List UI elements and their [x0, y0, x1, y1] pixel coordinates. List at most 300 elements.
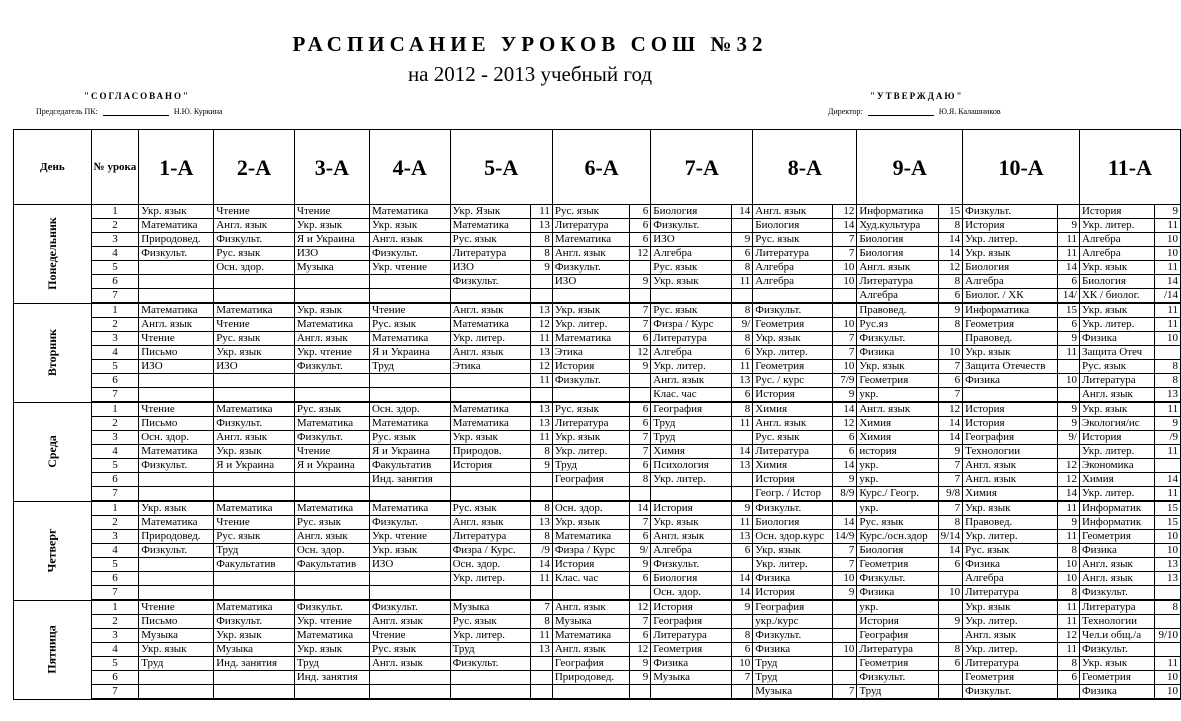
subject-cell: Рус. язык [552, 205, 629, 219]
subject-cell: Математика [139, 516, 214, 530]
room-cell: 8 [531, 233, 552, 247]
table-row [14, 685, 1181, 700]
subject-cell: укр. [857, 473, 938, 487]
subject-cell: Экономика [1079, 459, 1154, 473]
room-cell [531, 685, 552, 700]
room-cell: 8 [731, 332, 752, 346]
subject-cell: Укр. язык [552, 431, 629, 445]
subject-cell: Литература [651, 332, 732, 346]
subject-cell: Биолог. / ХК [963, 289, 1058, 304]
subject-cell: Труд [552, 459, 629, 473]
subject-cell: Алгебра [651, 544, 732, 558]
room-cell: 6 [629, 402, 650, 417]
room-cell: 11 [1155, 303, 1181, 318]
subject-cell: Физкульт. [651, 219, 732, 233]
room-cell: 13 [731, 374, 752, 388]
subject-cell: Математика [214, 303, 295, 318]
approval-right-line [828, 107, 1001, 116]
subject-cell: Чтение [294, 445, 369, 459]
subject-cell: Музыка [450, 600, 531, 615]
subject-cell: Труд [139, 657, 214, 671]
lesson-number: 3 [91, 530, 139, 544]
subject-cell: Биология [857, 247, 938, 261]
subject-cell: История [450, 459, 531, 473]
day-label [14, 402, 92, 501]
table-row [14, 657, 1181, 671]
room-cell [832, 600, 857, 615]
room-cell: 10 [1155, 685, 1181, 700]
day-label [14, 303, 92, 402]
room-cell: 15 [1155, 516, 1181, 530]
subject-cell: Математика [552, 629, 629, 643]
subject-cell: Физкульт. [294, 600, 369, 615]
subject-cell [139, 586, 214, 601]
subject-cell: Физра / Курс. [450, 544, 531, 558]
subject-cell: Укр. язык [1079, 261, 1154, 275]
subject-cell [552, 487, 629, 502]
subject-cell: История [753, 388, 832, 403]
subject-cell: Геометрия [857, 558, 938, 572]
room-cell [629, 388, 650, 403]
subject-cell: Физкульт. [214, 233, 295, 247]
subject-cell: Физика [1079, 685, 1154, 700]
subject-cell: География [651, 615, 732, 629]
room-cell [731, 685, 752, 700]
column-header-class: 9-А [857, 130, 963, 205]
room-cell: 12 [629, 247, 650, 261]
room-cell: 13 [531, 643, 552, 657]
subject-cell: Литература [963, 657, 1058, 671]
subject-cell: Англ. язык [214, 431, 295, 445]
subject-cell: Укр. литер. [651, 360, 732, 374]
subject-cell: Чтение [214, 205, 295, 219]
subject-cell: Химия [753, 402, 832, 417]
subject-cell: Рус. язык [294, 516, 369, 530]
subject-cell: Физика [963, 374, 1058, 388]
subject-cell: Инд. занятия [369, 473, 450, 487]
subject-cell: Литература [1079, 374, 1154, 388]
subject-cell: Алгебра [753, 275, 832, 289]
subject-cell: Геогр. / Истор [753, 487, 832, 502]
room-cell: 9 [629, 275, 650, 289]
approval-right-name: Ю.Я. Калашников [938, 107, 1001, 116]
subject-cell: Математика [139, 219, 214, 233]
subject-cell: Математика [294, 318, 369, 332]
room-cell: 9/ [731, 318, 752, 332]
room-cell: 7 [629, 431, 650, 445]
column-header-class: 4-А [369, 130, 450, 205]
subject-cell [552, 685, 629, 700]
room-cell: 6 [629, 219, 650, 233]
room-cell [1058, 205, 1080, 219]
room-cell: 10 [1155, 544, 1181, 558]
room-cell: 8/9 [832, 487, 857, 502]
room-cell: 8 [1155, 374, 1181, 388]
page-subtitle: на 2012 - 2013 учебный год [407, 62, 653, 86]
subject-cell: Музыка [753, 685, 832, 700]
subject-cell: Письмо [139, 417, 214, 431]
subject-cell: Я и Украина [369, 346, 450, 360]
room-cell: 7 [629, 516, 650, 530]
subject-cell: Рус. язык [552, 402, 629, 417]
room-cell: 6 [629, 332, 650, 346]
subject-cell: Математика [139, 303, 214, 318]
subject-cell: Укр. язык [1079, 402, 1154, 417]
room-cell: 12 [832, 417, 857, 431]
room-cell: 12 [832, 205, 857, 219]
room-cell [731, 473, 752, 487]
subject-cell: Рус. язык [214, 332, 295, 346]
subject-cell: Укр. язык [552, 303, 629, 318]
subject-cell: Алгебра [857, 289, 938, 304]
room-cell: 14 [938, 431, 963, 445]
subject-cell: Англ. язык [450, 516, 531, 530]
room-cell: 11 [1155, 657, 1181, 671]
subject-cell: Литература [857, 275, 938, 289]
room-cell: 7 [629, 445, 650, 459]
subject-cell: Геометрия [1079, 530, 1154, 544]
lesson-number: 3 [91, 233, 139, 247]
subject-cell: Факультатив [214, 558, 295, 572]
subject-cell: Физкульт. [214, 615, 295, 629]
subject-cell: Физкульт. [139, 544, 214, 558]
subject-cell: Чтение [369, 629, 450, 643]
subject-cell: Физика [857, 586, 938, 601]
day-name: Четверг [44, 528, 59, 573]
subject-cell: Геометрия [963, 671, 1058, 685]
room-cell [938, 685, 963, 700]
subject-cell: История [552, 360, 629, 374]
table-row [14, 671, 1181, 685]
subject-cell: Рус. язык [369, 643, 450, 657]
subject-cell: Англ. язык [552, 600, 629, 615]
subject-cell: Укр. язык [369, 544, 450, 558]
subject-cell: История [963, 417, 1058, 431]
subject-cell: Осн. здор. [139, 431, 214, 445]
room-cell: 6 [629, 233, 650, 247]
table-row [14, 219, 1181, 233]
subject-cell: История [963, 219, 1058, 233]
subject-cell [369, 289, 450, 304]
subject-cell: Укр. литер. [450, 572, 531, 586]
table-row [14, 558, 1181, 572]
room-cell: 8 [938, 275, 963, 289]
table-row [14, 374, 1181, 388]
room-cell: 14 [1155, 473, 1181, 487]
subject-cell: Правовед. [963, 332, 1058, 346]
subject-cell: Математика [369, 417, 450, 431]
subject-cell: Физика [963, 558, 1058, 572]
lesson-number: 3 [91, 629, 139, 643]
room-cell: 10 [938, 346, 963, 360]
room-cell: 8 [1058, 586, 1080, 601]
table-row [14, 261, 1181, 275]
subject-cell: География [552, 473, 629, 487]
lesson-number: 5 [91, 657, 139, 671]
subject-cell: Химия [651, 445, 732, 459]
room-cell [629, 289, 650, 304]
room-cell: 11 [1058, 501, 1080, 516]
subject-cell: Укр. литер. [552, 318, 629, 332]
table-row [14, 600, 1181, 615]
room-cell [629, 487, 650, 502]
subject-cell [450, 374, 531, 388]
room-cell: 8 [938, 643, 963, 657]
subject-cell: Рус. язык [753, 431, 832, 445]
room-cell [938, 600, 963, 615]
room-cell [731, 615, 752, 629]
room-cell: 11 [1155, 402, 1181, 417]
subject-cell [294, 586, 369, 601]
subject-cell [651, 289, 732, 304]
room-cell: 11 [731, 360, 752, 374]
room-cell: 6 [731, 544, 752, 558]
room-cell: 15 [1155, 501, 1181, 516]
room-cell: 14 [731, 205, 752, 219]
subject-cell [139, 685, 214, 700]
subject-cell: Рус. язык [369, 318, 450, 332]
subject-cell [450, 487, 531, 502]
subject-cell: Химия [857, 417, 938, 431]
subject-cell: Математика [294, 629, 369, 643]
subject-cell: Музыка [139, 629, 214, 643]
subject-cell: География [651, 402, 732, 417]
subject-cell: Математика [294, 501, 369, 516]
subject-cell: Физра / Курс [552, 544, 629, 558]
subject-cell: Рус. язык [214, 530, 295, 544]
room-cell: 14 [938, 417, 963, 431]
room-cell [629, 374, 650, 388]
room-cell: 13 [531, 219, 552, 233]
subject-cell: Физкульт. [294, 431, 369, 445]
subject-cell: Математика [369, 205, 450, 219]
subject-cell: Физкульт. [963, 685, 1058, 700]
subject-cell: Англ. язык [963, 473, 1058, 487]
room-cell: 14 [1058, 261, 1080, 275]
lesson-number: 2 [91, 516, 139, 530]
room-cell: 11 [531, 205, 552, 219]
room-cell: 15 [938, 205, 963, 219]
table-row [14, 417, 1181, 431]
subject-cell: История [1079, 431, 1154, 445]
table-row [14, 572, 1181, 586]
subject-cell: Математика [552, 233, 629, 247]
room-cell [531, 657, 552, 671]
day-label [14, 205, 92, 304]
room-cell: 7 [731, 671, 752, 685]
subject-cell: Англ. язык [753, 417, 832, 431]
subject-cell [294, 572, 369, 586]
room-cell: 6 [1058, 318, 1080, 332]
subject-cell: Физкульт. [857, 671, 938, 685]
subject-cell: Англ. язык [651, 530, 732, 544]
subject-cell: Я и Украина [294, 233, 369, 247]
subject-cell: Алгебра [1079, 233, 1154, 247]
subject-cell: Чтение [214, 318, 295, 332]
room-cell: 10 [832, 318, 857, 332]
table-row [14, 487, 1181, 502]
subject-cell: Физкульт. [857, 572, 938, 586]
subject-cell: Я и Украина [214, 459, 295, 473]
room-cell: 11 [1155, 261, 1181, 275]
subject-cell [214, 685, 295, 700]
subject-cell: Осн. здор. [651, 586, 732, 601]
subject-cell: Геометрия [857, 374, 938, 388]
room-cell [731, 219, 752, 233]
room-cell: 10 [1058, 572, 1080, 586]
subject-cell: ИЗО [294, 247, 369, 261]
subject-cell: Физкульт. [450, 657, 531, 671]
subject-cell: Математика [294, 417, 369, 431]
room-cell: 10 [1155, 530, 1181, 544]
table-row [14, 318, 1181, 332]
subject-cell: Литература [552, 219, 629, 233]
room-cell [832, 501, 857, 516]
room-cell: 11 [1058, 233, 1080, 247]
subject-cell: Рус. язык [753, 233, 832, 247]
subject-cell: История [753, 586, 832, 601]
subject-cell: Англ. язык [552, 247, 629, 261]
subject-cell [450, 289, 531, 304]
table-row [14, 402, 1181, 417]
room-cell: 13 [731, 459, 752, 473]
room-cell: 9 [1058, 402, 1080, 417]
room-cell: 6 [1058, 671, 1080, 685]
subject-cell: Физика [753, 572, 832, 586]
room-cell: 11 [1058, 643, 1080, 657]
subject-cell: Укр. язык [1079, 303, 1154, 318]
room-cell [629, 261, 650, 275]
subject-cell: Математика [450, 402, 531, 417]
lesson-number: 5 [91, 261, 139, 275]
subject-cell: Рус.яз [857, 318, 938, 332]
subject-cell: Этика [450, 360, 531, 374]
subject-cell: Литература [651, 629, 732, 643]
room-cell: 13 [731, 530, 752, 544]
subject-cell: Биология [1079, 275, 1154, 289]
lesson-number: 2 [91, 615, 139, 629]
room-cell [531, 289, 552, 304]
lesson-number: 6 [91, 671, 139, 685]
room-cell: 9 [832, 388, 857, 403]
subject-cell: Укр. язык [294, 219, 369, 233]
subject-cell: Физика [651, 657, 732, 671]
room-cell [629, 586, 650, 601]
subject-cell: Рус. язык [294, 402, 369, 417]
subject-cell [294, 275, 369, 289]
subject-cell: Экология/ис [1079, 417, 1154, 431]
subject-cell: Природовед. [139, 233, 214, 247]
subject-cell: Математика [552, 530, 629, 544]
subject-cell [214, 487, 295, 502]
subject-cell [294, 685, 369, 700]
subject-cell: Алгебра [651, 346, 732, 360]
subject-cell: Укр. литер. [450, 332, 531, 346]
subject-cell: ИЗО [450, 261, 531, 275]
table-row [14, 501, 1181, 516]
subject-cell: История [753, 473, 832, 487]
subject-cell: Укр. язык [294, 643, 369, 657]
room-cell: 9 [1058, 332, 1080, 346]
subject-cell [214, 473, 295, 487]
room-cell: 9 [832, 586, 857, 601]
lesson-number: 6 [91, 572, 139, 586]
subject-cell: Технологии [963, 445, 1058, 459]
room-cell [1155, 346, 1181, 360]
subject-cell: Математика [214, 402, 295, 417]
subject-cell: Чтение [139, 332, 214, 346]
room-cell: 11 [531, 572, 552, 586]
room-cell: /14 [1155, 289, 1181, 304]
subject-cell: История [963, 402, 1058, 417]
room-cell: 10 [731, 657, 752, 671]
subject-cell: Физкульт. [294, 360, 369, 374]
column-header-class: 6-А [552, 130, 650, 205]
room-cell: 11 [531, 332, 552, 346]
room-cell: 11 [531, 431, 552, 445]
subject-cell: Физкульт. [450, 275, 531, 289]
room-cell: 9 [1058, 417, 1080, 431]
room-cell: 8 [531, 445, 552, 459]
subject-cell: укр. [857, 600, 938, 615]
lesson-number: 7 [91, 289, 139, 304]
room-cell [629, 685, 650, 700]
room-cell: 6 [832, 445, 857, 459]
subject-cell: Труд [857, 685, 938, 700]
subject-cell: Англ. язык [214, 219, 295, 233]
subject-cell: Укр. язык [1079, 657, 1154, 671]
subject-cell [139, 289, 214, 304]
subject-cell: Защита Отеч [1079, 346, 1154, 360]
room-cell: 9 [1058, 219, 1080, 233]
subject-cell [139, 388, 214, 403]
room-cell: 10 [938, 586, 963, 601]
room-cell: 8 [1155, 600, 1181, 615]
subject-cell: Письмо [139, 615, 214, 629]
subject-cell [552, 289, 629, 304]
room-cell: 11 [1058, 530, 1080, 544]
room-cell: 12 [629, 643, 650, 657]
room-cell [1058, 388, 1080, 403]
subject-cell: Физика [1079, 544, 1154, 558]
subject-cell: Англ. язык [139, 318, 214, 332]
subject-cell [369, 388, 450, 403]
room-cell: 11 [1058, 615, 1080, 629]
subject-cell: Геометрия [651, 643, 732, 657]
subject-cell: Англ. язык [369, 233, 450, 247]
room-cell [1155, 459, 1181, 473]
room-cell: 9 [938, 303, 963, 318]
room-cell: 11 [1155, 219, 1181, 233]
room-cell: 10 [1058, 374, 1080, 388]
subject-cell: Информатик [1079, 516, 1154, 530]
column-header-day: День [14, 130, 92, 205]
room-cell: 9 [731, 600, 752, 615]
subject-cell: ИЗО [552, 275, 629, 289]
room-cell: 8 [938, 318, 963, 332]
table-row [14, 516, 1181, 530]
room-cell: 11 [1155, 487, 1181, 502]
subject-cell [139, 261, 214, 275]
subject-cell [369, 685, 450, 700]
subject-cell: Курс./ Геогр. [857, 487, 938, 502]
subject-cell: ИЗО [214, 360, 295, 374]
room-cell: 13 [531, 402, 552, 417]
subject-cell: Геометрия [963, 318, 1058, 332]
subject-cell [369, 586, 450, 601]
column-header-class: 7-А [651, 130, 753, 205]
column-header-class: 10-А [963, 130, 1080, 205]
